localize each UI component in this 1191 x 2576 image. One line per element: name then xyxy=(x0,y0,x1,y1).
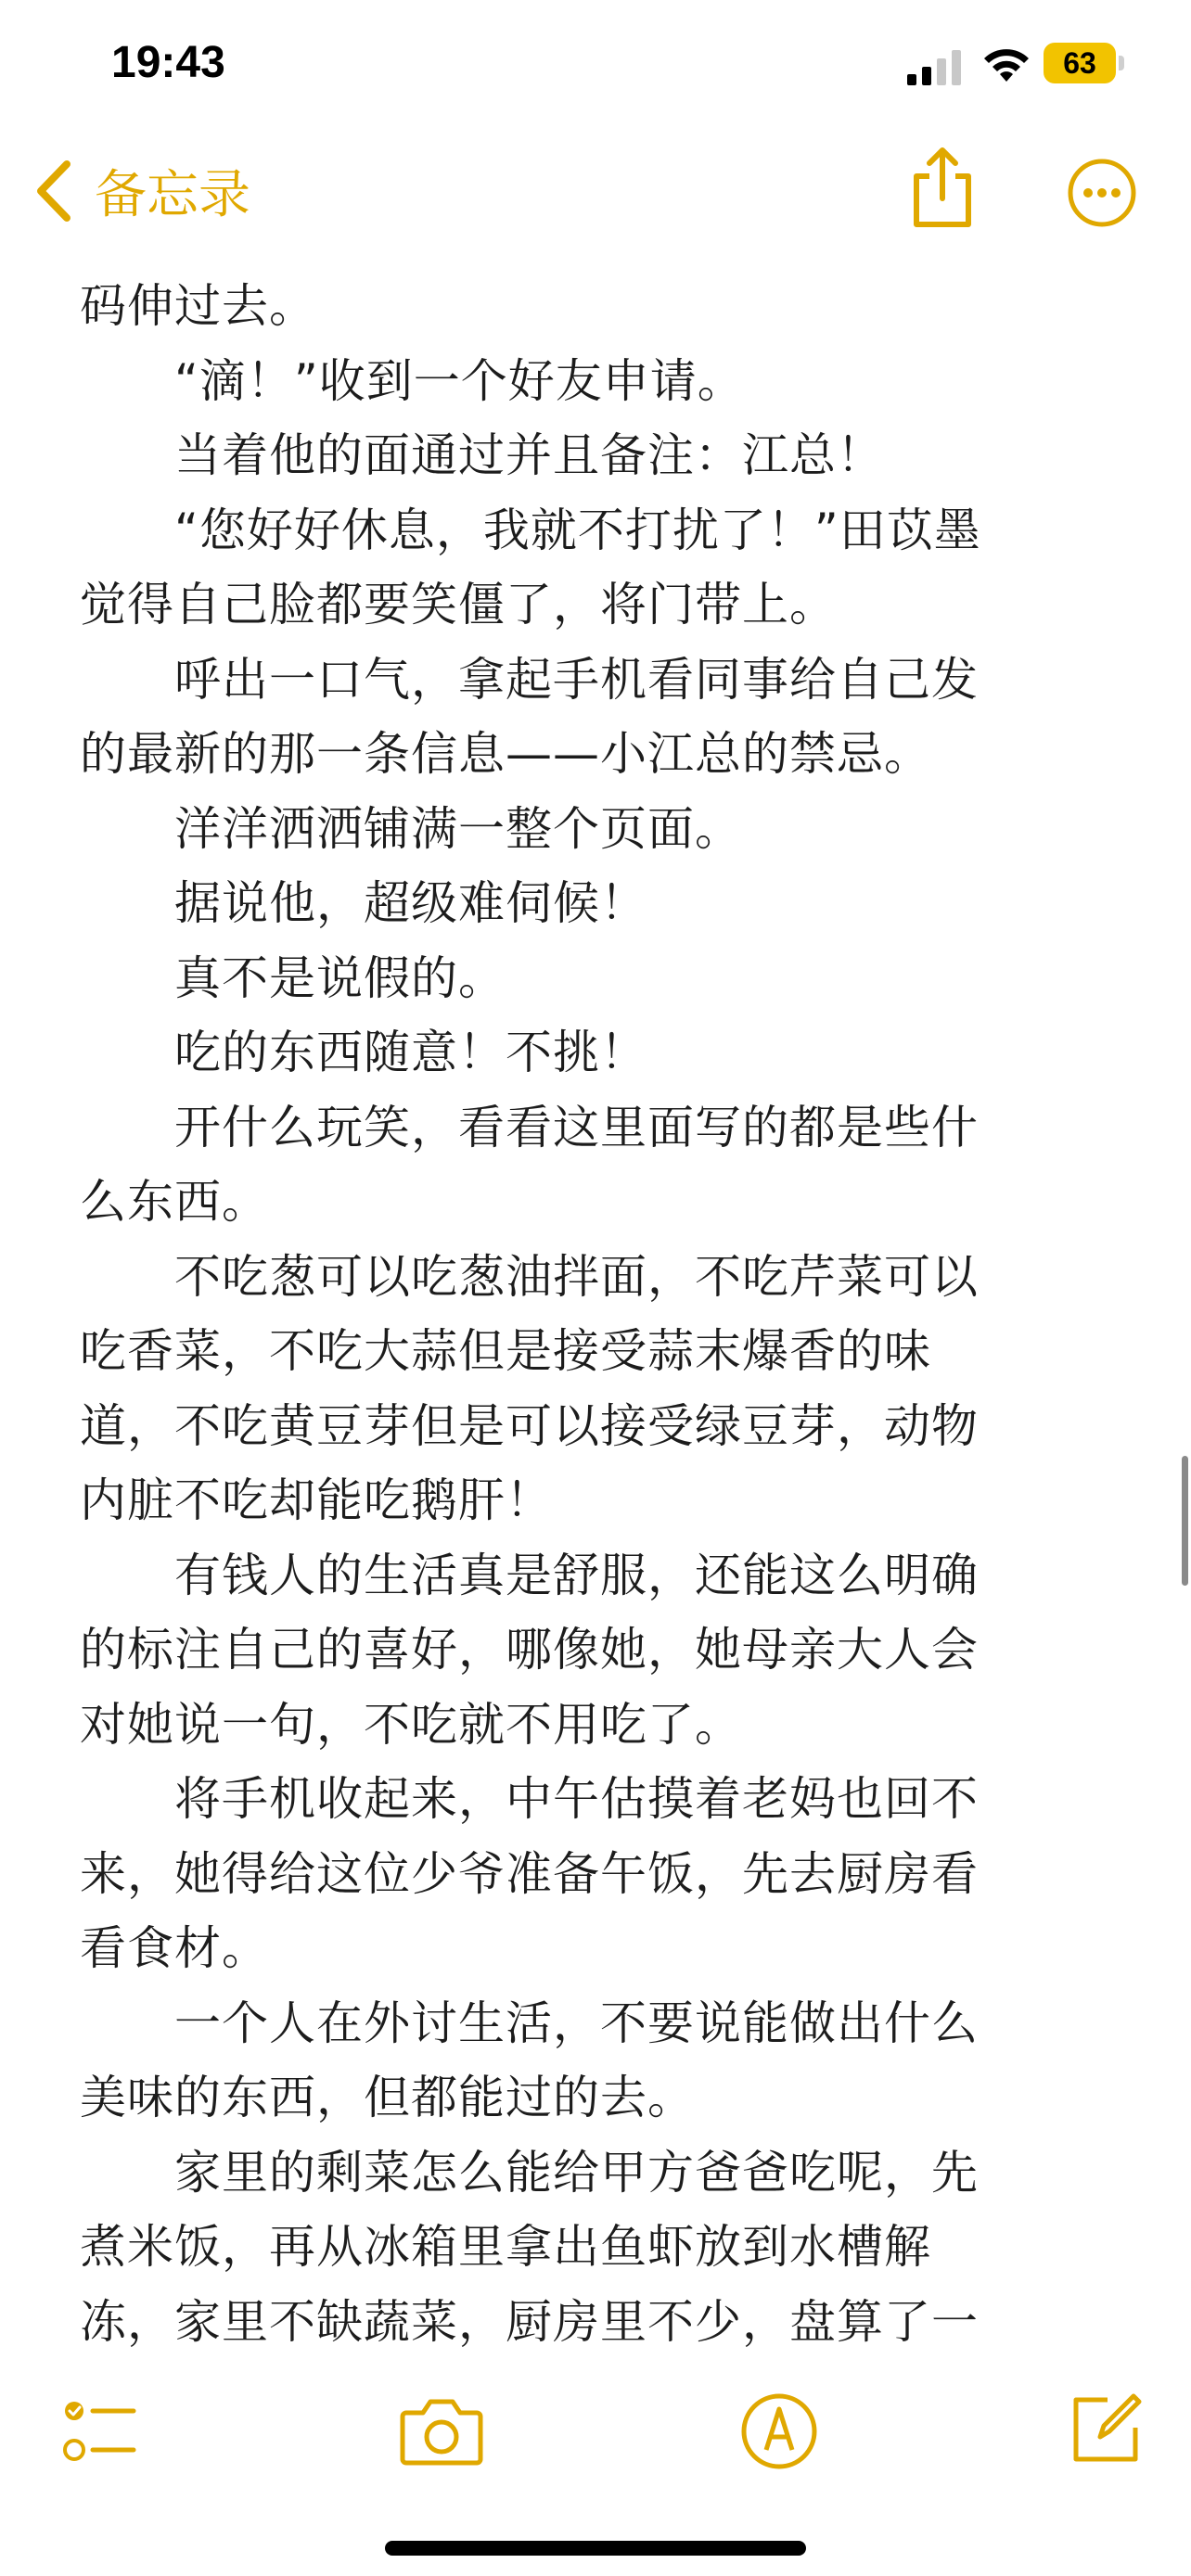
note-line: 洋洋洒洒铺满一整个页面。 xyxy=(80,801,742,856)
note-line: 的标注自己的喜好，哪像她，她母亲大人会 xyxy=(80,1623,979,1677)
battery-icon xyxy=(1044,43,1116,83)
signal-icon xyxy=(907,50,963,85)
note-line: 家里的剩菜怎么能给甲方爸爸吃呢，先 xyxy=(80,2145,979,2200)
note-line: 道，不吃黄豆芽但是可以接受绿豆芽，动物 xyxy=(80,1398,979,1453)
note-line: “您好好休息，我就不打扰了！”田苡墨 xyxy=(80,503,981,557)
camera-icon[interactable] xyxy=(399,2396,484,2467)
note-line: 吃香菜，不吃大蒜但是接受蒜末爆香的味 xyxy=(80,1324,931,1378)
note-line: 冻，家里不缺蔬菜，厨房里不少，盘算了一 xyxy=(80,2294,979,2349)
home-indicator[interactable] xyxy=(385,2541,806,2556)
note-line: 据说他，超级难伺候！ xyxy=(80,876,647,930)
share-icon[interactable] xyxy=(909,147,976,230)
status-bar xyxy=(0,0,1191,139)
checklist-icon[interactable] xyxy=(61,2392,139,2470)
note-line: 觉得自己脸都要笑僵了，将门带上。 xyxy=(80,578,837,631)
note-line: 内脏不吃却能吃鹅肝！ xyxy=(80,1473,553,1527)
note-line: 有钱人的生活真是舒服，还能这么明确 xyxy=(80,1548,979,1602)
note-line: 真不是说假的。 xyxy=(80,950,506,1005)
scroll-indicator[interactable] xyxy=(1182,1456,1188,1586)
battery-level: 63 xyxy=(1063,45,1096,80)
note-body[interactable] xyxy=(80,269,1119,2359)
back-button[interactable] xyxy=(33,154,250,228)
note-line: 当着他的面通过并且备注：江总！ xyxy=(80,428,884,482)
markup-icon[interactable] xyxy=(740,2392,818,2470)
note-line: 不吃葱可以吃葱油拌面，不吃芹菜可以 xyxy=(80,1249,979,1304)
back-label: 备忘录 xyxy=(95,165,250,225)
note-line: 的最新的那一条信息——小江总的禁忌。 xyxy=(80,727,931,781)
note-line: 将手机收起来，中午估摸着老妈也回不 xyxy=(80,1772,979,1826)
note-line: “滴！”收到一个好友申请。 xyxy=(80,353,745,408)
note-line: 来，她得给这位少爷准备午饭，先去厨房看 xyxy=(80,1846,979,1901)
status-time: 19:43 xyxy=(111,38,225,87)
note-line: 开什么玩笑，看看这里面写的都是些什 xyxy=(80,1100,979,1154)
note-line: 吃的东西随意！不挑！ xyxy=(80,1026,647,1079)
chevron-left-icon xyxy=(33,159,74,223)
wifi-icon xyxy=(981,45,1031,85)
more-icon[interactable] xyxy=(1067,158,1137,228)
battery-cap xyxy=(1119,56,1124,70)
note-line: 煮米饭，再从冰箱里拿出鱼虾放到水槽解 xyxy=(80,2220,931,2274)
note-line: 对她说一句，不吃就不用吃了。 xyxy=(80,1697,742,1752)
note-line: 看食材。 xyxy=(80,1921,269,1975)
compose-icon[interactable] xyxy=(1067,2391,1145,2468)
note-line: 美味的东西，但都能过的去。 xyxy=(80,2071,695,2124)
note-line: 码伸过去。 xyxy=(80,279,316,333)
note-line: 呼出一口气，拿起手机看同事给自己发 xyxy=(80,652,979,707)
note-line: 一个人在外讨生活，不要说能做出什么 xyxy=(80,1996,979,2050)
note-line: 么东西。 xyxy=(80,1175,269,1229)
